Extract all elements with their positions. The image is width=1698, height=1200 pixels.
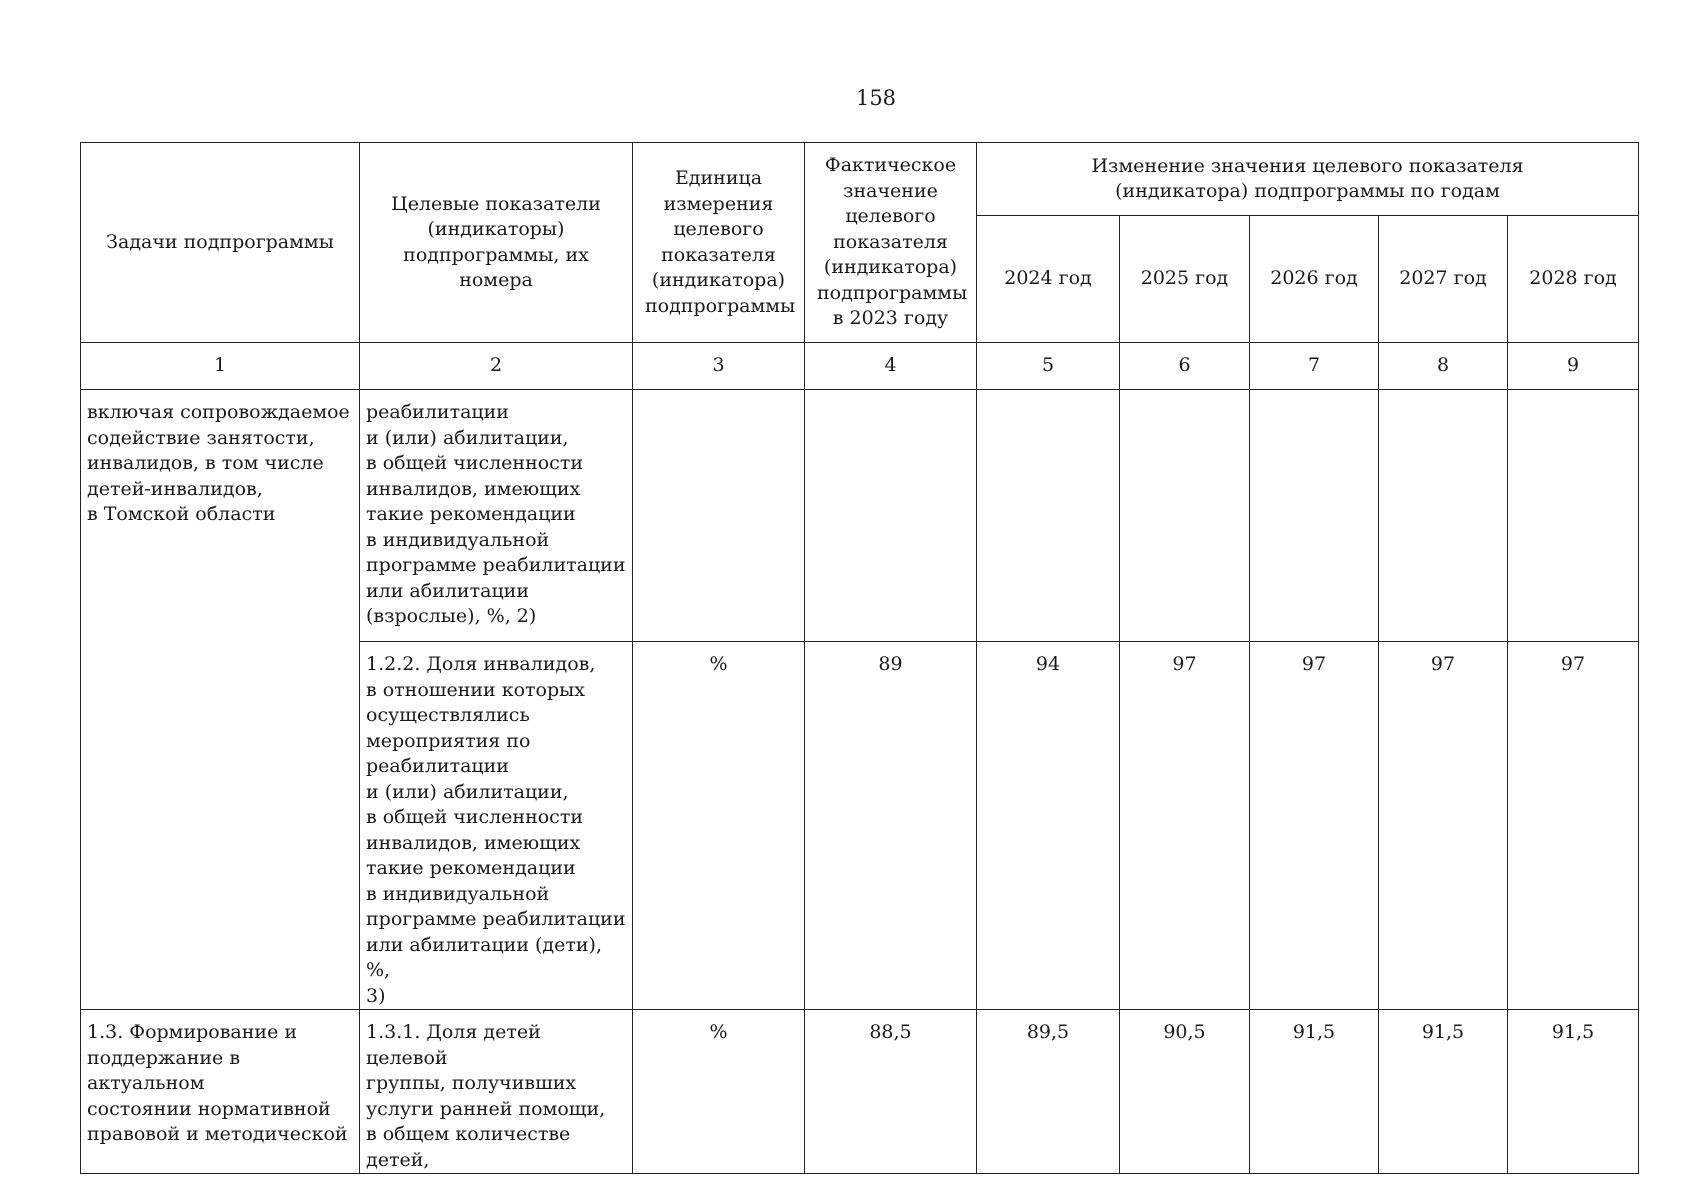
- indicator-line: и (или) абилитации,: [366, 426, 569, 449]
- indicator-line: осуществлялись: [366, 704, 530, 726]
- header-year: 2025 год: [1120, 216, 1250, 343]
- indicator-line: инвалидов, имеющих: [366, 831, 581, 854]
- header-year: 2026 год: [1250, 216, 1379, 343]
- indicator-cell: [360, 390, 633, 642]
- table-row: [81, 1010, 1639, 1174]
- task-cell: [81, 1010, 360, 1174]
- header-unit: Единица измерения целевого показателя (индикатора) подпрограммы: [633, 143, 805, 343]
- year-value-cell: 91,5: [1250, 1010, 1379, 1174]
- column-number: 6: [1120, 343, 1250, 390]
- header-indicators: Целевые показатели (индикаторы) подпрограммы, их номера: [360, 143, 633, 343]
- indicators-table: [80, 142, 1639, 1174]
- indicator-line: в индивидуальной: [366, 528, 550, 551]
- indicator-line: или абилитации (дети), %,: [366, 933, 603, 981]
- year-value-cell: 94: [977, 642, 1120, 1010]
- column-number: 8: [1379, 343, 1508, 390]
- indicator-line: в индивидуальной: [366, 882, 550, 905]
- year-value-cell: 97: [1250, 642, 1379, 1010]
- year-value-cell: 97: [1379, 642, 1508, 1010]
- indicator-line: и (или) абилитации,: [366, 780, 569, 803]
- column-number: 2: [360, 343, 633, 390]
- indicator-cell: [360, 642, 633, 1010]
- indicator-line: группы, получивших: [366, 1072, 577, 1094]
- year-value-cell: 97: [1120, 642, 1250, 1010]
- task-line: содействие занятости,: [87, 426, 315, 449]
- year-value-cell: [977, 390, 1120, 642]
- column-number: 5: [977, 343, 1120, 390]
- header-years-group: Изменение значения целевого показателя (индикатора) подпрограммы по годам: [977, 143, 1639, 216]
- indicator-line: (взрослые), %, 2): [366, 605, 537, 627]
- year-value-cell: 97: [1508, 642, 1639, 1010]
- year-value-cell: [1250, 390, 1379, 642]
- header-row: [81, 143, 1639, 216]
- unit-cell: %: [633, 642, 805, 1010]
- table-row: [81, 390, 1639, 642]
- header-year: 2024 год: [977, 216, 1120, 343]
- page-number: 158: [855, 86, 897, 110]
- column-number: 4: [805, 343, 977, 390]
- header-tasks: Задачи подпрограммы: [81, 143, 360, 343]
- column-number: 7: [1250, 343, 1379, 390]
- indicator-line: в отношении которых: [366, 678, 585, 701]
- indicator-line: мероприятия по: [366, 729, 531, 752]
- indicator-line: в общем количестве детей,: [366, 1123, 571, 1171]
- indicator-line: услуги ранней помощи,: [366, 1097, 606, 1120]
- indicator-line: в общей численности: [366, 452, 583, 474]
- indicator-line: в общей численности: [366, 806, 583, 828]
- fact-cell: 89: [805, 642, 977, 1010]
- indicator-line: 1.2.2. Доля инвалидов,: [366, 653, 596, 675]
- year-value-cell: 91,5: [1508, 1010, 1639, 1174]
- indicator-line: реабилитации: [366, 401, 509, 423]
- task-line: правовой и методической: [87, 1123, 348, 1145]
- header-fact-2023: Фактическое значение целевого показателя (индикатора) подпрограммы в 2023 году: [805, 143, 977, 343]
- year-value-cell: 91,5: [1379, 1010, 1508, 1174]
- task-line: включая сопровождаемое: [87, 401, 350, 423]
- indicator-line: такие рекомендации: [366, 857, 576, 879]
- task-line: инвалидов, в том числе: [87, 452, 324, 474]
- fact-cell: 88,5: [805, 1010, 977, 1174]
- year-value-cell: [1508, 390, 1639, 642]
- column-number: 3: [633, 343, 805, 390]
- indicator-line: такие рекомендации: [366, 503, 576, 525]
- task-line: состоянии нормативной: [87, 1097, 331, 1120]
- year-value-cell: 90,5: [1120, 1010, 1250, 1174]
- header-year: 2028 год: [1508, 216, 1639, 343]
- task-line: в Томской области: [87, 503, 276, 525]
- indicator-cell: [360, 1010, 633, 1174]
- indicator-line: программе реабилитации: [366, 908, 626, 930]
- column-number: 1: [81, 343, 360, 390]
- header-year: 2027 год: [1379, 216, 1508, 343]
- year-value-cell: [1379, 390, 1508, 642]
- fact-cell: [805, 390, 977, 642]
- column-number-row: [81, 343, 1639, 390]
- task-line: 1.3. Формирование и: [87, 1021, 298, 1043]
- unit-cell: [633, 390, 805, 642]
- indicator-line: инвалидов, имеющих: [366, 477, 581, 500]
- indicator-line: 1.3.1. Доля детей целевой: [366, 1021, 541, 1069]
- indicator-line: 3): [366, 984, 386, 1007]
- indicator-line: программе реабилитации: [366, 554, 626, 576]
- unit-cell: %: [633, 1010, 805, 1174]
- task-cell: [81, 390, 360, 1010]
- indicator-line: или абилитации: [366, 579, 529, 602]
- indicator-line: реабилитации: [366, 755, 509, 777]
- year-value-cell: [1120, 390, 1250, 642]
- task-line: детей-инвалидов,: [87, 477, 263, 500]
- year-value-cell: 89,5: [977, 1010, 1120, 1174]
- column-number: 9: [1508, 343, 1639, 390]
- task-line: поддержание в актуальном: [87, 1046, 241, 1094]
